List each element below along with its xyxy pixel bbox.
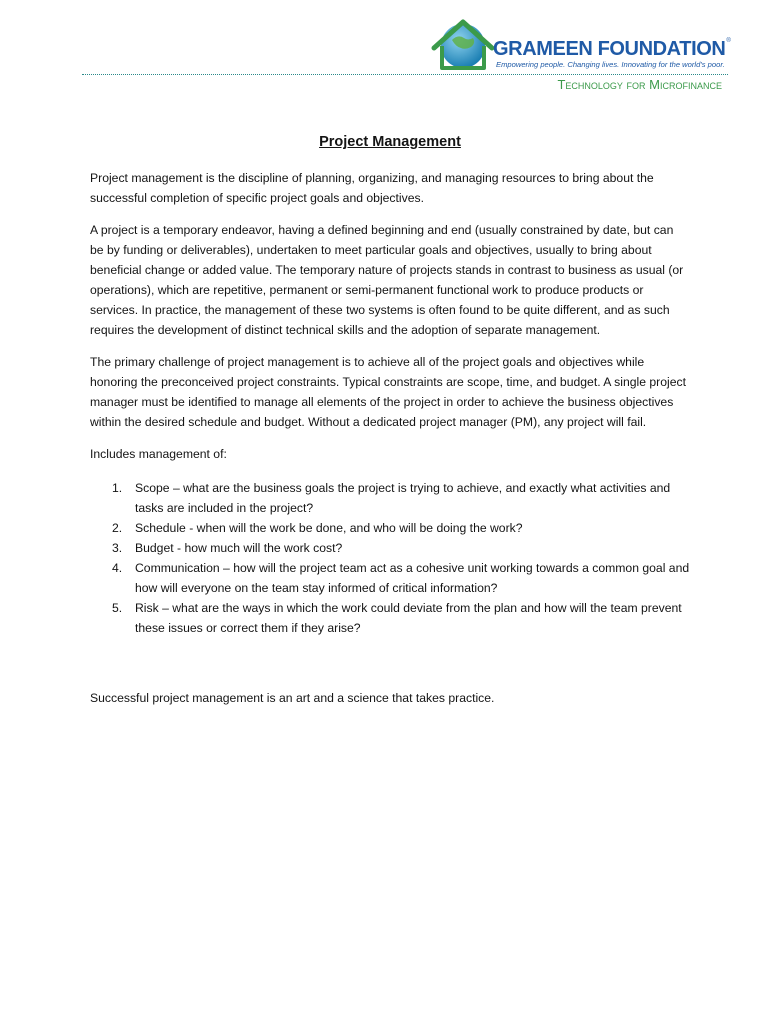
- document-body: [90, 132, 690, 720]
- list-item-number: 1.: [112, 481, 123, 495]
- letterhead: [0, 0, 768, 100]
- list-item-text: Communication – how will the project team act as a cohesive unit working towards a common goal and how will everyone on the team stay informed of critical information?: [135, 561, 690, 595]
- paragraph: A project is a temporary endeavor, having a defined beginning and end (usually constrained by date, but can be by funding or deliverables), undertaken to meet particular goals and objectives, usually to bring about beneficial change or added value. The temporary nature of projects stands in contrast to business as usual (or operations), which are repetitive, permanent or semi-permanent functional work to produce products or services. In practice, the management of these two systems is often found to be quite different, and as such requires the development of distinct technical skills and the adoption of separate management.: [90, 223, 684, 337]
- list-item: [90, 558, 690, 598]
- list-item: [90, 518, 690, 538]
- list-item: [90, 478, 690, 518]
- list-intro: Includes management of:: [90, 447, 227, 461]
- list-item-number: 2.: [112, 521, 123, 535]
- list-item-number: 3.: [112, 541, 123, 555]
- list-item-text: Budget - how much will the work cost?: [135, 541, 343, 555]
- org-tagline: Empowering people. Changing lives. Innovating for the world's poor.: [496, 60, 725, 69]
- header-subtitle: Technology for Microfinance: [557, 77, 722, 92]
- header-divider: [82, 74, 728, 75]
- paragraph: Project management is the discipline of planning, organizing, and managing resources to bring about the successful completion of specific project goals and objectives.: [90, 171, 654, 205]
- list-item-text: Scope – what are the business goals the project is trying to achieve, and exactly what activities and tasks are included in the project?: [135, 481, 671, 515]
- house-globe-icon: [430, 14, 500, 76]
- paragraph: The primary challenge of project management is to achieve all of the project goals and objectives while honoring the preconceived project constraints. Typical constraints are scope, time, and budget. A single project manager must be identified to manage all elements of the project in order to achieve the business objectives within the desired schedule and budget. Without a dedicated project manager (PM), any project will fail.: [90, 355, 686, 429]
- list-item-text: Risk – what are the ways in which the work could deviate from the plan and how will the team prevent these issues or correct them if they arise?: [135, 601, 682, 635]
- list-item-number: 4.: [112, 561, 123, 575]
- list-item-number: 5.: [112, 601, 123, 615]
- document-title: Project Management: [319, 134, 461, 150]
- closing-statement: Successful project management is an art and a science that takes practice.: [90, 691, 495, 705]
- list-item: [90, 538, 690, 558]
- management-list: [90, 478, 690, 638]
- list-item: [90, 598, 690, 638]
- list-item-text: Schedule - when will the work be done, and who will be doing the work?: [135, 521, 523, 535]
- org-name: GRAMEEN FOUNDATION®: [493, 38, 731, 60]
